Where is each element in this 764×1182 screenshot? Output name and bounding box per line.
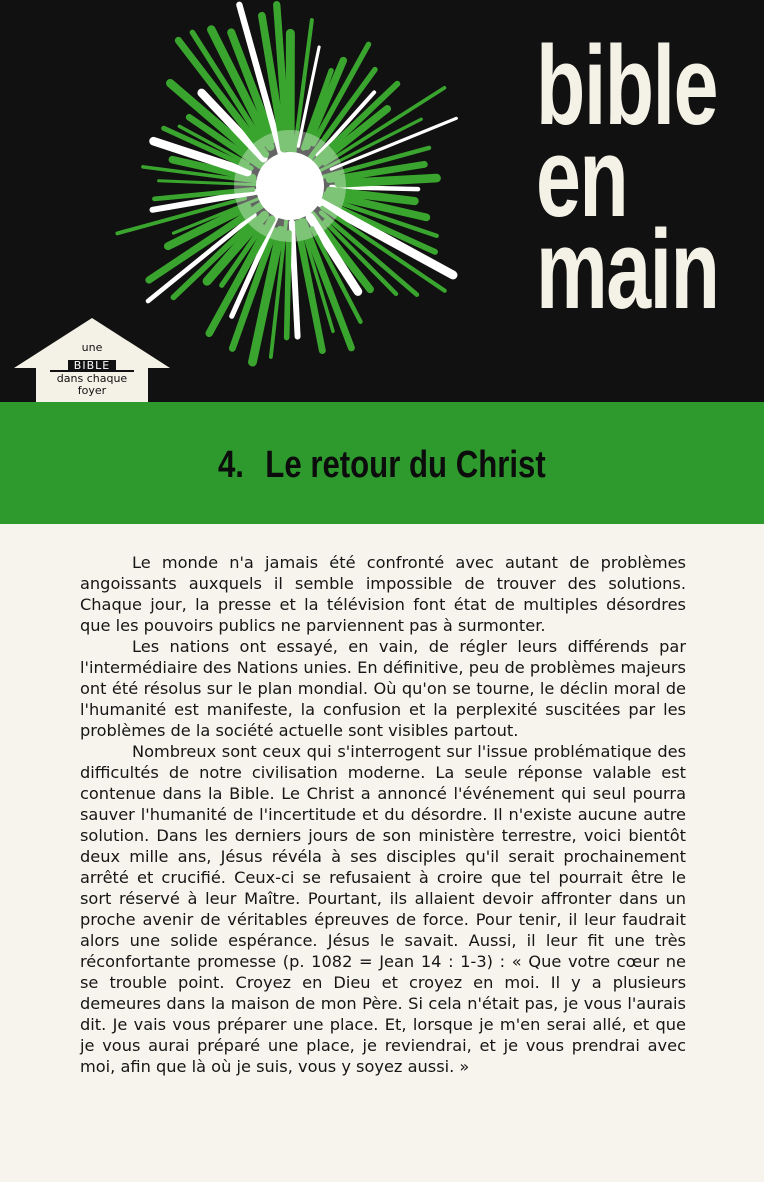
paragraph: Nombreux sont ceux qui s'interrogent sur l'issue problématique des difficultés de notre civilisation moderne. La seule réponse valable est contenue dans la Bible. Le Christ a annoncé l'événement qui seul pourra sauver l'humanité de l'incertitude et du désordre. Il n'existe aucune autre solution. Dans les derniers jours de son ministère terrestre, voici bientôt deux mille ans, Jésus révéla à ses disciples qu'il serait prochainement arrêté et crucifié. Ceux-ci se refusaient à croire que tel pourrait être le sort réservé à leur Maître. Pourtant, ils allaient devoir affronter dans un proche avenir de véritables épreuves de force. Pour tenir, il leur faudrait alors une solide espérance. Jésus le savait. Aussi, il leur fit une très réconfortante promesse (p. 1082 = Jean 14 : 1-3) : « Que votre cœur ne se trouble point. Croyez en Dieu et croyez en moi. Il y a plusieurs demeures dans la maison de mon Père. Si cela n'était pas, je vous l'aurais dit. Je vais vous préparer une place. Et, lorsque je m'en serai allé, et que je vous aurai préparé une place, je reviendrai, et je vous prendrai avec moi, afin que là où je suis, vous y soyez aussi. »: [80, 742, 686, 1076]
header-panel: [0, 0, 764, 402]
badge-line-dans-chaque: dans chaque: [56, 372, 128, 385]
house-badge: [12, 316, 172, 402]
logo-line-main: main: [536, 207, 719, 332]
chapter-number: 4.: [218, 444, 245, 486]
chapter-title: Le retour du Christ: [265, 444, 546, 486]
paragraph: Le monde n'a jamais été confronté avec autant de problèmes angoissants auxquels il semble impossible de trouver des solutions. Chaque jour, la presse et la télévision font état de multiples désordres que les pouvoirs publics ne parviennent pas à surmonter.: [80, 553, 686, 635]
badge-line-bible: BIBLE: [68, 360, 116, 372]
house-badge-text: [30, 342, 154, 397]
logo-line-en: en: [536, 115, 628, 240]
paragraph: Les nations ont essayé, en vain, de régler leurs différends par l'intermédiaire des Nations unies. En définitive, peu de problèmes majeurs ont été résolus sur le plan mondial. Où qu'on se tourne, le déclin moral de l'humanité est manifeste, la confusion et la perplexité suscitées par les problèmes de la société actuelle sont visibles partout.: [80, 637, 686, 740]
logo-title: [536, 23, 719, 332]
chapter-heading: [0, 444, 764, 487]
badge-line-une: une: [81, 341, 103, 354]
article-body: [80, 552, 686, 1077]
logo-line-bible: bible: [536, 23, 717, 148]
badge-line-foyer: foyer: [77, 384, 107, 397]
